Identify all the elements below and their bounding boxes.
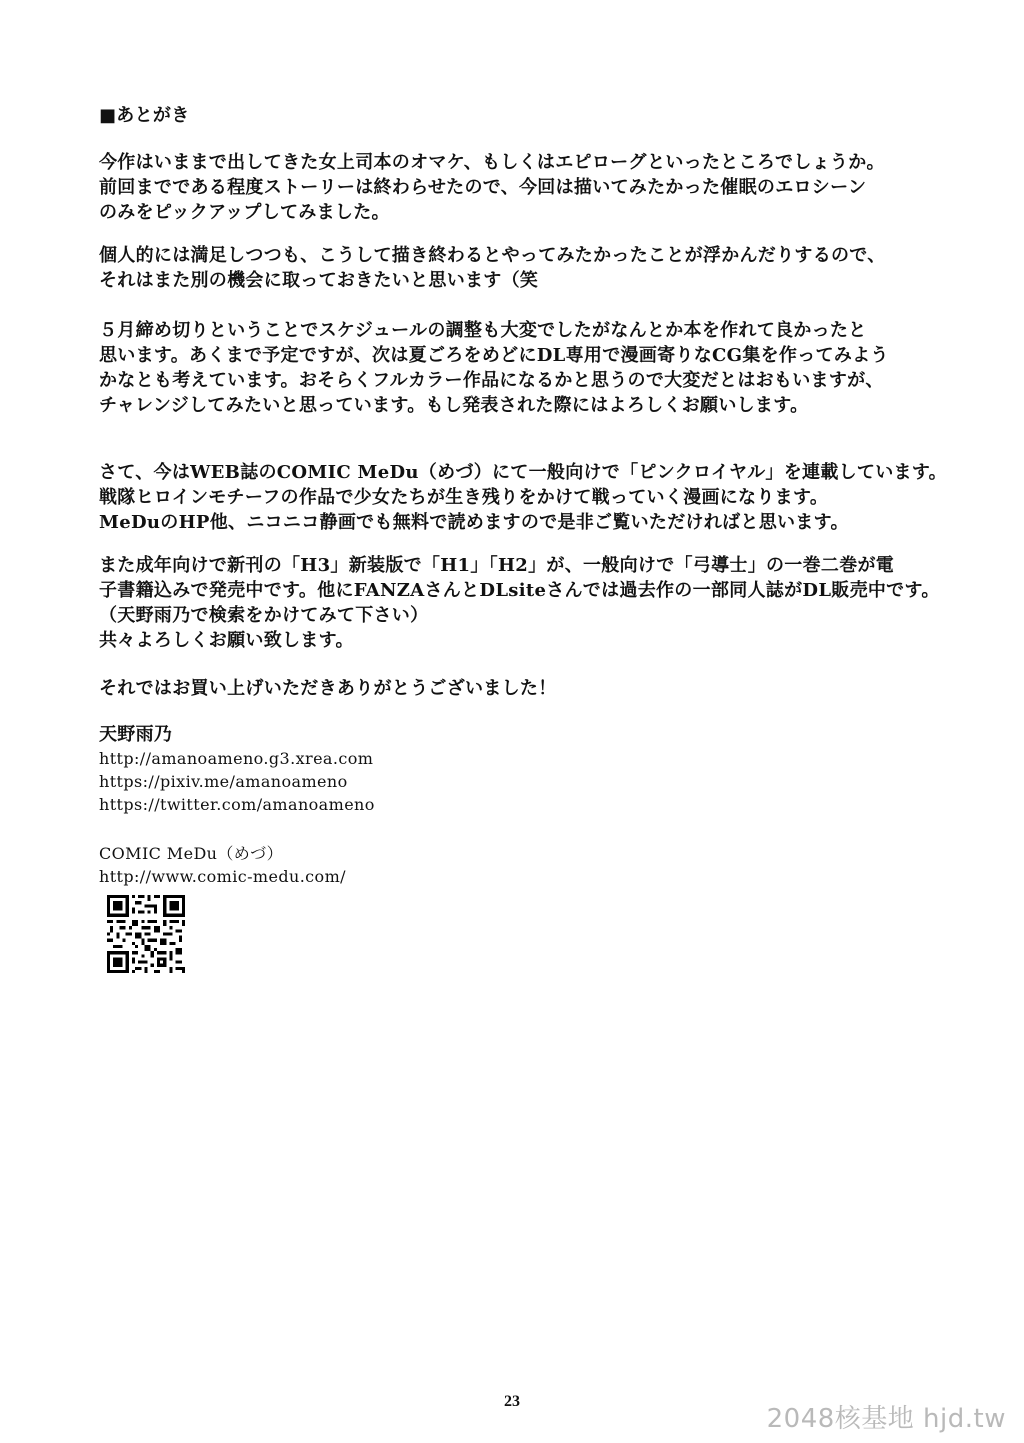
page-number: 23 bbox=[504, 1393, 520, 1410]
magazine-block bbox=[99, 842, 969, 888]
text-line: のみをピックアップしてみました。 bbox=[99, 202, 390, 223]
text-line: チャレンジしてみたいと思っています。もし発表された際にはよろしくお願いします。 bbox=[99, 395, 809, 416]
paragraph-4 bbox=[99, 460, 969, 535]
author-link-twitter[interactable]: https://twitter.com/amanoameno bbox=[99, 795, 375, 814]
text-line: さて、今はWEB誌のCOMIC MeDu（めづ）にて一般向けで「ピンクロイヤル」を連載しています。 bbox=[99, 462, 947, 483]
text-line: また成年向けで新刊の「H3」新装版で「H1」「H2」が、一般向けで「弓導士」の一巻二巻が電 bbox=[99, 555, 895, 576]
text-line: 前回までである程度ストーリーは終わらせたので、今回は描いてみたかった催眠のエロシーン bbox=[99, 177, 867, 198]
text-line: 個人的には満足しつつも、こうして描き終わるとやってみたかったことが浮かんだりするので、 bbox=[99, 245, 886, 266]
text-line: MeDuのHP他、ニコニコ静画でも無料で読めますので是非ご覧いただければと思います。 bbox=[99, 512, 849, 533]
text-line: 戦隊ヒロインモチーフの作品で少女たちが生き残りをかけて戦っていく漫画になります。 bbox=[99, 487, 829, 508]
paragraph-3 bbox=[99, 318, 969, 418]
paragraph-1 bbox=[99, 150, 969, 225]
watermark: 2048核基地 hjd.tw bbox=[766, 1404, 1006, 1434]
author-link-website[interactable]: http://amanoameno.g3.xrea.com bbox=[99, 749, 374, 768]
afterword-heading: ■あとがき bbox=[99, 105, 190, 126]
text-line: 子書籍込みで発売中です。他にFANZAさんとDLsiteさんでは過去作の一部同人誌がDL販売中です。 bbox=[99, 580, 940, 601]
paragraph-2 bbox=[99, 243, 969, 293]
magazine-link[interactable]: http://www.comic-medu.com/ bbox=[99, 867, 346, 886]
author-link-pixiv[interactable]: https://pixiv.me/amanoameno bbox=[99, 772, 348, 791]
author-block bbox=[99, 722, 969, 816]
text-line: それではお買い上げいただきありがとうございました！ bbox=[99, 678, 557, 699]
text-line: ５月締め切りということでスケジュールの調整も大変でしたがなんとか本を作れて良かったと bbox=[99, 320, 867, 341]
text-line: 思います。あくまで予定ですが、次は夏ごろをめどにDL専用で漫画寄りなCG集を作ってみよう bbox=[99, 345, 889, 366]
text-line: それはまた別の機会に取っておきたいと思います（笑 bbox=[99, 270, 539, 291]
text-line: （天野雨乃で検索をかけてみて下さい） bbox=[99, 605, 429, 626]
qr-code-icon bbox=[107, 895, 185, 973]
text-line: 共々よろしくお願い致します。 bbox=[99, 630, 354, 651]
paragraph-6 bbox=[99, 676, 969, 701]
text-line: かなとも考えています。おそらくフルカラー作品になるかと思うので大変だとはおもいますが、 bbox=[99, 370, 884, 391]
author-name: 天野雨乃 bbox=[99, 724, 173, 745]
paragraph-5 bbox=[99, 553, 969, 653]
text-line: 今作はいままで出してきた女上司本のオマケ、もしくはエピローグといったところでしょうか。 bbox=[99, 152, 885, 173]
magazine-name: COMIC MeDu（めづ） bbox=[99, 844, 283, 863]
